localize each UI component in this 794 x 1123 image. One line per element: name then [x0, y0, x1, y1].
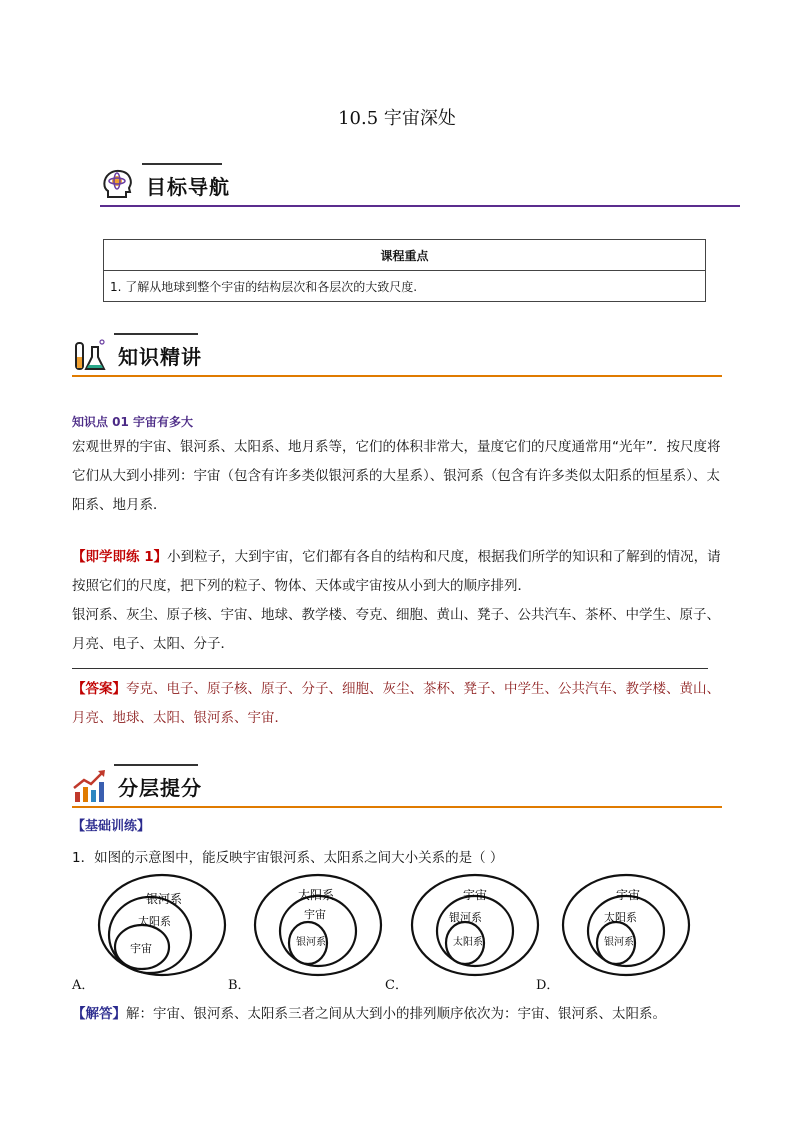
practice-items: 银河系、灰尘、原子核、宇宙、地球、教学楼、夸克、细胞、黄山、凳子、公共汽车、茶杯、中学生、原子、月亮、电子、太阳、分子．: [72, 607, 720, 652]
knowledge-point-body: 宏观世界的宇宙、银河系、太阳系、地月系等，它们的体积非常大，量度它们的尺度通常用“光年”．按尺度将它们从大到小排列：宇宙（包含有许多类似银河系的大星系）、银河系（包含有许多类似太阳系的恒星系）、太阳系、地月系．: [72, 439, 721, 513]
section-header-nav: [100, 163, 740, 207]
nested-circles-diagram: [409, 873, 541, 977]
divider: [72, 668, 708, 669]
table-header: 课程重点: [104, 240, 706, 271]
middle-label: 银河系: [449, 911, 482, 924]
option-label: A．: [72, 978, 95, 993]
brain-head-icon: [100, 167, 136, 203]
section-rule: [72, 375, 722, 377]
basic-training-tag: 【基础训练】: [72, 819, 151, 834]
section-header-tiered: [72, 764, 722, 808]
outer-label: 宇宙: [616, 888, 641, 902]
option-c[interactable]: [383, 873, 543, 993]
flask-icon: [72, 337, 108, 373]
option-label: D．: [536, 978, 560, 993]
middle-label: 宇宙: [304, 908, 326, 921]
inner-label: 太阳系: [453, 937, 483, 948]
middle-label: 太阳系: [138, 915, 171, 928]
page-title: 10.5 宇宙深处: [338, 108, 456, 129]
section-rule: [72, 806, 722, 808]
section-title: 分层提分: [118, 776, 202, 800]
option-a[interactable]: [70, 873, 230, 993]
section-title: 目标导航: [146, 175, 230, 199]
section-top-line: [114, 333, 198, 335]
option-label: C．: [385, 978, 408, 993]
solution-text: 解：宇宙、银河系、太阳系三者之间从大到小的排列顺序依次为：宇宙、银河系、太阳系。: [126, 1006, 666, 1022]
solution-block: [72, 1002, 666, 1022]
nested-circles-diagram: [252, 873, 384, 977]
answer-tag: 【答案】: [72, 681, 126, 697]
answer-text: 夸克、电子、原子核、原子、分子、细胞、灰尘、茶杯、凳子、中学生、公共汽车、教学楼、黄山、月亮、地球、太阳、银河系、宇宙．: [72, 681, 720, 726]
solution-tag: 【解答】: [72, 1006, 126, 1022]
table-row: 1. 了解从地球到整个宇宙的结构层次和各层次的大致尺度.: [104, 271, 706, 302]
section-title: 知识精讲: [118, 345, 202, 369]
course-focus-table: [103, 239, 706, 302]
inner-label: 银河系: [604, 937, 634, 948]
practice-tag: 【即学即练 1】: [72, 549, 168, 565]
option-label: B．: [228, 978, 251, 993]
section-top-line: [142, 163, 222, 165]
middle-label: 太阳系: [604, 911, 637, 924]
bar-chart-arrow-icon: [72, 768, 108, 804]
inner-label: 宇宙: [130, 942, 152, 955]
answer-block: [72, 675, 724, 733]
question-1: 1．如图的示意图中，能反映宇宙银河系、太阳系之间大小关系的是（ ）: [72, 850, 504, 866]
inner-label: 银河系: [296, 937, 326, 948]
outer-label: 银河系: [146, 892, 183, 906]
outer-label: 宇宙: [463, 888, 488, 902]
section-rule: [100, 205, 740, 207]
practice-text: 小到粒子，大到宇宙，它们都有各自的结构和尺度，根据我们所学的知识和了解到的情况，请按照它们的尺度，把下列的粒子、物体、天体或宇宙按从小到大的顺序排列．: [72, 549, 721, 594]
nested-circles-diagram: [96, 873, 228, 977]
knowledge-point-title: 知识点 01 宇宙有多大: [72, 415, 194, 429]
practice-block: [72, 543, 724, 659]
option-b[interactable]: [226, 873, 386, 993]
nested-circles-diagram: [560, 873, 692, 977]
option-d[interactable]: [534, 873, 694, 993]
section-header-knowledge: [72, 333, 722, 377]
outer-label: 太阳系: [298, 888, 335, 902]
section-top-line: [114, 764, 198, 766]
